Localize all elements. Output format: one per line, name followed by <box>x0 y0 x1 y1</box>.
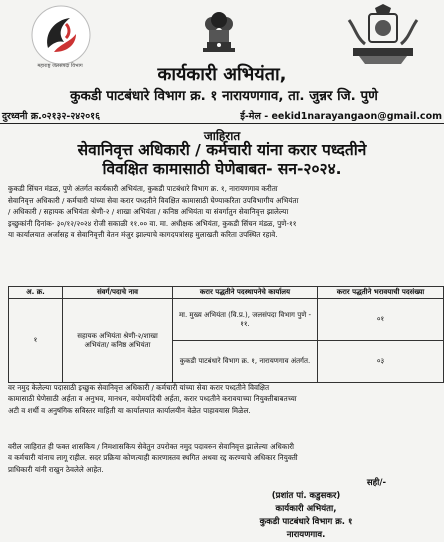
intro-line: सेवानिवृत्त अधिकारी / कर्मचारी यांच्या सेवा करार पध्दतीने विवक्षित कामासाठी घेण्याकरिता उपविभागीय अभियंता <box>8 195 299 205</box>
header-serial: अ. क्र. <box>9 287 63 299</box>
header-count: करार पद्धतीने भरावयाची पदसंख्या <box>318 287 444 299</box>
paragraph-line: व कर्मचारी यांनाच लागू राहील. सदर प्रक्रिया कोणत्याही कारणास्तव स्थगित अथवा रद्द करण्याचे अधिकार नियुक्ती <box>8 453 298 463</box>
details-paragraph <box>8 382 444 416</box>
header-post: संवर्ग/पदाचे नाव <box>63 287 173 299</box>
serial-cell: १ <box>9 299 63 383</box>
notice-title-line: विवक्षित कामासाठी घेणेबाबत- सन-२०२४. <box>102 160 342 178</box>
signature-block <box>226 477 386 542</box>
paragraph-line: वर नमुद केलेल्या पदासाठी इच्छुक सेवानिवृत्त अधिकारी / कर्मचारी यांच्या सेवा करार पध्दतीने विवक्षित <box>8 383 270 392</box>
sign-label: सही/- <box>366 478 386 488</box>
paragraph-line: कामासाठी घेणेसाठी अर्हता व अनुभव, मानधन, वयोमर्यादेची अर्हता, करार पध्दतीने करावयाच्या नियुक्तीबाबतच्या <box>8 394 297 404</box>
office-cell: मा. मुख्य अभियंता (वि.प्र.), जलसंपदा विभाग पुणे - ११. <box>173 299 318 341</box>
count-cell: ०३ <box>318 341 444 383</box>
notice-title-line: सेवानिवृत्त अधिकारी / कर्मचारी यांना करार पध्दतीने <box>77 141 367 159</box>
intro-line: या कार्यालयात अर्जासह व सेवानिवृत्ती वेतन मंजुर झाल्याचे कागदपत्रांसह मुलाखती करिता उपस्थित रहावे. <box>8 230 278 239</box>
signatory-name: (प्रशांत पां. कडुसकर) <box>271 491 341 501</box>
header-divider <box>0 123 444 124</box>
table-header-row <box>9 287 444 299</box>
signatory-place: नारायणगाव. <box>286 530 326 540</box>
intro-paragraph <box>8 183 444 241</box>
post-cell: सहायक अभियंता श्रेणी-२/शाखा अभियंता/ कनिष्ठ अभियंता <box>63 299 173 383</box>
count-cell: ०१ <box>318 299 444 341</box>
royal-seal-icon <box>345 4 421 66</box>
phone-number: दुरध्वनी क्र.०२१३२-२४२०१६ <box>2 111 101 122</box>
intro-line: / अधिकारी / सहायक अभियंता श्रेणी-२ / शाखा अभियंता / कनिष्ठ अभियंता या संवर्गातुन सेवानिवृत्त झालेल्या <box>8 207 289 216</box>
water-resources-logo-icon <box>30 4 92 66</box>
intro-line: कुकडी सिंचन मंडळ, पुणे अंतर्गत कार्यकारी अभियंता, कुकडी पाटबंधारे विभाग क्र. १, नारायणगाव करीता <box>8 184 278 193</box>
state-emblem-icon <box>197 4 241 54</box>
email-address: ई-मेल - eekid1narayangaon@gmail.com <box>240 111 442 122</box>
notice-title <box>0 141 444 179</box>
office-address: कुकडी पाटबंधारे विभाग क्र. १ नारायणगाव, ता. जुन्नर जि. पुणे <box>70 88 378 104</box>
header-office: करार पद्धतीने पदस्थापनेचे कार्यालय <box>173 287 318 299</box>
contact-line <box>2 109 442 122</box>
posts-table <box>8 286 444 383</box>
notice-label: जाहिरात <box>203 129 241 143</box>
signatory-designation: कार्यकारी अभियंता, <box>275 504 337 514</box>
signatory-office: कुकडी पाटबंधारे विभाग क्र. १ <box>259 517 353 527</box>
conditions-paragraph <box>8 441 444 475</box>
table-row <box>9 299 444 341</box>
paragraph-line: अटी व शर्थी व अनुषंगिक सविस्तर माहिती या कार्यालयात कार्यालयीन वेळेत पाहावयास मिळेल. <box>8 405 251 415</box>
paragraph-line: प्राधिकारी यांनी राखुन ठेवलेले आहेत. <box>8 464 104 474</box>
paragraph-line: वरील जाहिरात ही फक्त शासकिय / निमशासकिय सेवेतुन उपरोक्त नमुद पदावरुन सेवानिवृत्त झालेल्या अधिकारी <box>8 442 295 451</box>
office-title: कार्यकारी अभियंता, <box>157 64 287 85</box>
left-logo-caption: महाराष्ट्र जलसंपदा विभाग <box>37 63 83 69</box>
office-cell: कुकडी पाटबंधारे विभाग क्र. १, नारायणगाव अंतर्गत. <box>173 341 318 383</box>
intro-line: इच्छुकांनी दिनांक- ३०/१२/२०२४ रोजी सकाळी ११.०० वा. मा. अधीक्षक अभियंता, कुकडी सिंचन मंडळ, पुणे-११ <box>8 218 297 228</box>
